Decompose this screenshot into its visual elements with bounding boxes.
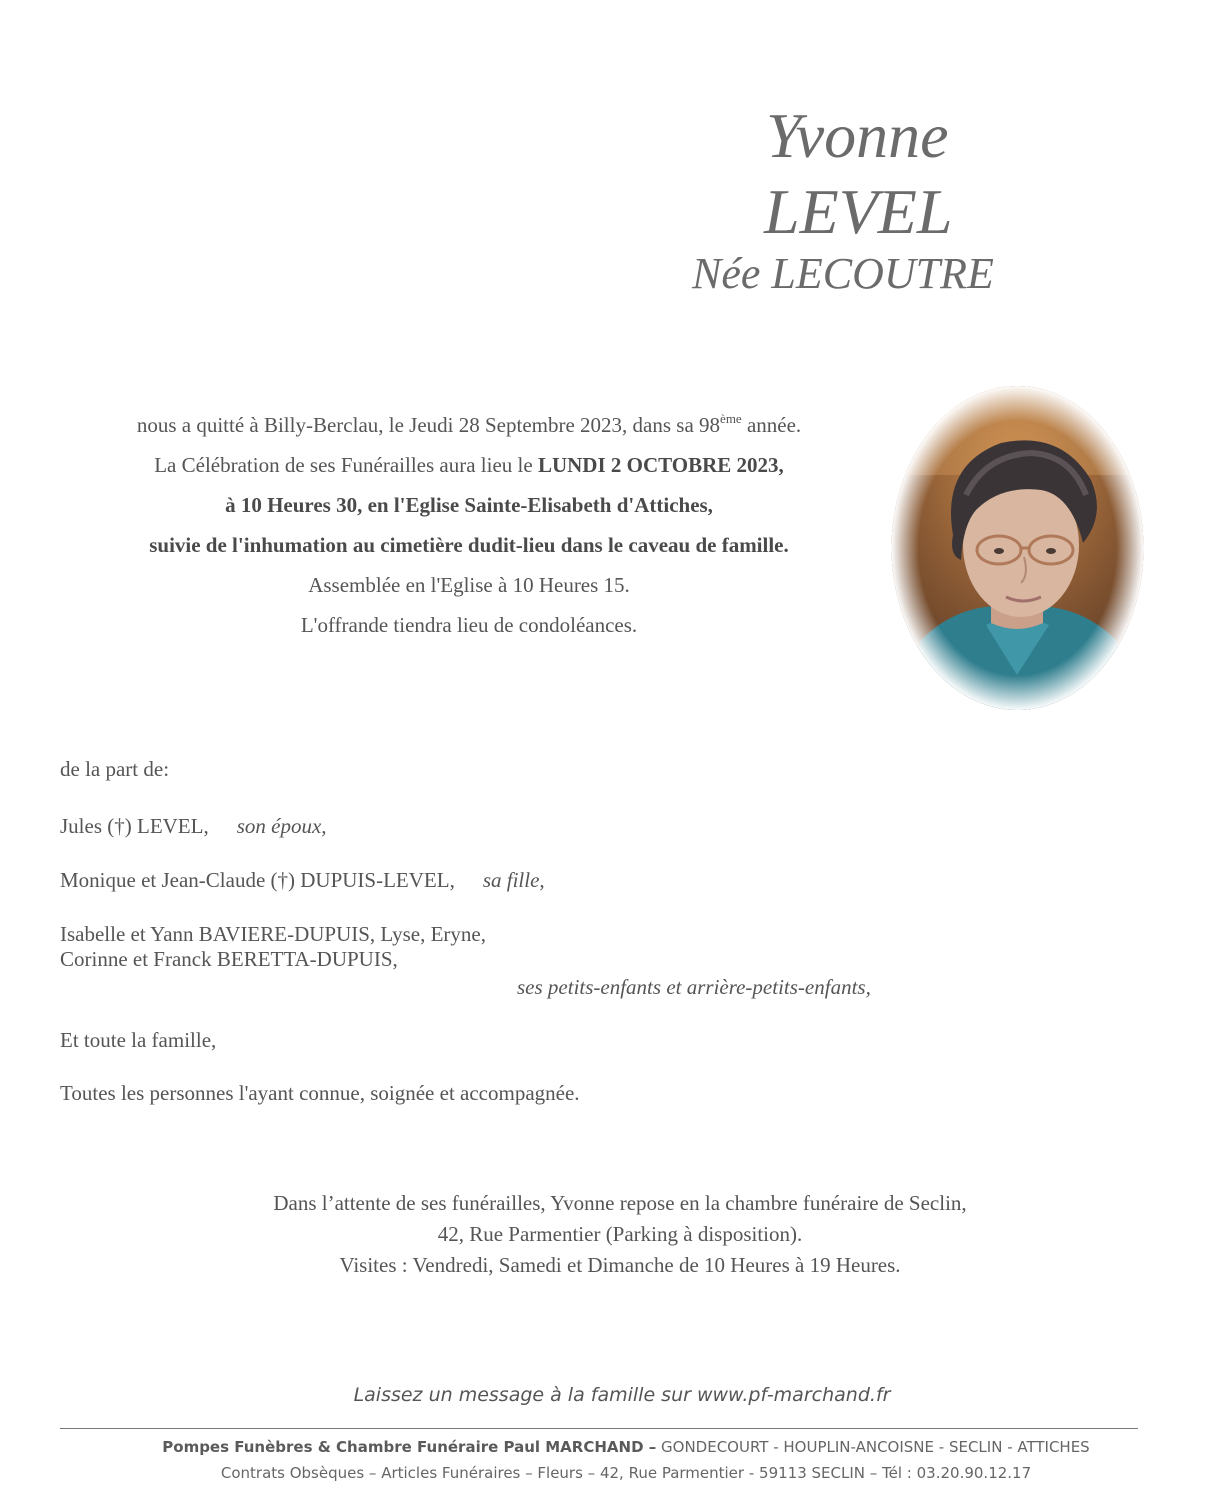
funeral-date-line: La Célébration de ses Funérailles aura lieu le LUNDI 2 OCTOBRE 2023, — [154, 453, 784, 477]
daughter-relation: sa fille, — [482, 868, 545, 892]
wake-information — [120, 1188, 1120, 1281]
footer-message: Laissez un message à la famille sur www.pf-marchand.fr — [353, 1384, 891, 1406]
deceased-last-name: LEVEL — [764, 176, 953, 247]
wake-line-3: Visites : Vendredi, Samedi et Dimanche de 10 Heures à 19 Heures. — [339, 1253, 901, 1277]
grandchildren-line-1: Isabelle et Yann BAVIERE-DUPUIS, Lyse, Eryne, — [60, 922, 486, 946]
family-others: Toutes les personnes l'ayant connue, soignée et accompagnée. — [60, 1081, 580, 1105]
company-name: Pompes Funèbres & Chambre Funéraire Paul MARCHAND – — [162, 1438, 657, 1456]
company-locations: GONDECOURT - HOUPLIN-ANCOISNE - SECLIN - ATTICHES — [656, 1438, 1090, 1456]
family-intro: de la part de: — [60, 757, 170, 781]
death-announcement — [60, 405, 878, 645]
family-all: Et toute la famille, — [60, 1028, 217, 1052]
wake-line-2: 42, Rue Parmentier (Parking à disposition). — [437, 1222, 803, 1246]
family-daughter — [60, 868, 545, 893]
deceased-first-name: Yvonne — [766, 100, 949, 171]
deceased-maiden-name: Née LECOUTRE — [692, 249, 994, 298]
death-notice-line: nous a quitté à Billy-Berclau, le Jeudi 28 Septembre 2023, dans sa 98ème année. — [136, 411, 802, 437]
spouse-relation: son époux, — [236, 814, 327, 838]
family-spouse — [60, 814, 327, 839]
assembly-line: Assemblée en l'Eglise à 10 Heures 15. — [308, 573, 630, 597]
burial-line: suivie de l'inhumation au cimetière dudit-lieu dans le caveau de famille. — [149, 533, 789, 557]
footer-company — [0, 1438, 1214, 1456]
funeral-location-line: à 10 Heures 30, en l'Eglise Sainte-Elisabeth d'Attiches, — [225, 493, 713, 517]
spouse-name: Jules (†) LEVEL, — [60, 814, 209, 838]
grandchildren-line-2: Corinne et Franck BERETTA-DUPUIS, — [60, 947, 398, 971]
offering-line: L'offrande tiendra lieu de condoléances. — [300, 613, 638, 637]
wake-line-1: Dans l’attente de ses funérailles, Yvonne repose en la chambre funéraire de Seclin, — [273, 1191, 967, 1215]
daughter-name: Monique et Jean-Claude (†) DUPUIS-LEVEL, — [60, 868, 455, 892]
footer-services: Contrats Obsèques – Articles Funéraires – Fleurs – 42, Rue Parmentier - 59113 SECLIN – Tél : 03.20.90.12.17 — [220, 1464, 1032, 1482]
footer-divider — [60, 1428, 1138, 1429]
grandchildren-relation: ses petits-enfants et arrière-petits-enfants, — [517, 975, 871, 999]
portrait-photo — [891, 385, 1144, 711]
